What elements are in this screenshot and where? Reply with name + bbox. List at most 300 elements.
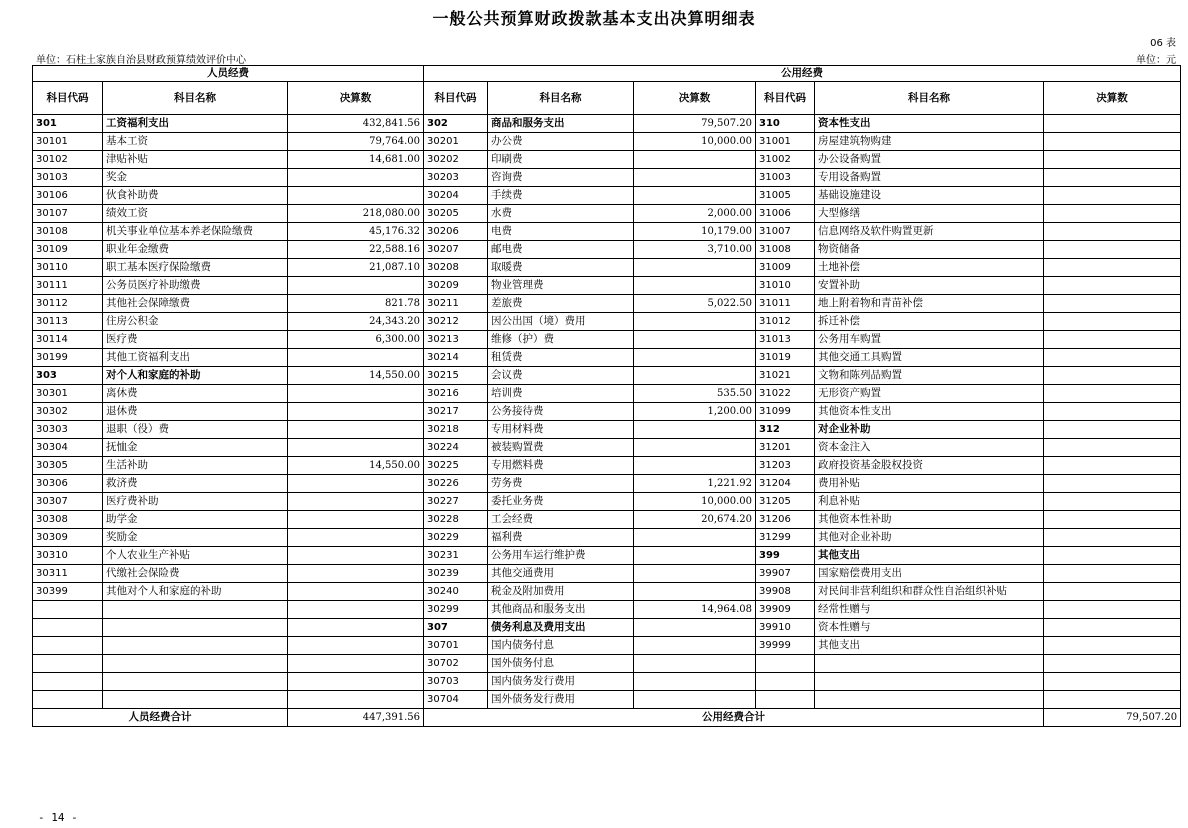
account-name-cell: 对民间非营利组织和群众性自治组织补贴 xyxy=(815,583,1044,601)
account-code-cell: 30106 xyxy=(33,187,103,205)
account-name-cell: 其他交通工具购置 xyxy=(815,349,1044,367)
account-code-cell: 31013 xyxy=(756,331,815,349)
amount-cell: 10,000.00 xyxy=(634,493,756,511)
account-code-cell: 31003 xyxy=(756,169,815,187)
account-name-cell: 福利费 xyxy=(488,529,634,547)
account-name-cell: 文物和陈列品购置 xyxy=(815,367,1044,385)
col-name-header: 科目名称 xyxy=(815,82,1044,115)
account-code-cell: 30227 xyxy=(424,493,488,511)
amount-cell xyxy=(634,637,756,655)
table-row xyxy=(33,133,1181,151)
account-code-cell: 30111 xyxy=(33,277,103,295)
account-name-cell: 大型修缮 xyxy=(815,205,1044,223)
account-code-cell: 31022 xyxy=(756,385,815,403)
account-code-cell: 39909 xyxy=(756,601,815,619)
account-name-cell xyxy=(103,655,288,673)
account-code-cell: 30301 xyxy=(33,385,103,403)
account-code-cell xyxy=(756,655,815,673)
amount-cell: 432,841.56 xyxy=(288,115,424,133)
amount-cell xyxy=(1044,205,1181,223)
account-name-cell: 其他工资福利支出 xyxy=(103,349,288,367)
amount-cell xyxy=(634,547,756,565)
account-name-cell: 公务接待费 xyxy=(488,403,634,421)
account-name-cell: 退职（役）费 xyxy=(103,421,288,439)
account-code-cell: 31008 xyxy=(756,241,815,259)
account-code-cell: 30201 xyxy=(424,133,488,151)
account-code-cell: 30702 xyxy=(424,655,488,673)
amount-cell: 14,550.00 xyxy=(288,367,424,385)
account-name-cell: 因公出国（境）费用 xyxy=(488,313,634,331)
table-row xyxy=(33,313,1181,331)
account-name-cell: 住房公积金 xyxy=(103,313,288,331)
amount-cell xyxy=(634,349,756,367)
report-title: 一般公共预算财政拨款基本支出决算明细表 xyxy=(432,9,756,28)
account-name-cell: 退休费 xyxy=(103,403,288,421)
amount-cell xyxy=(1044,223,1181,241)
account-name-cell: 公务员医疗补助缴费 xyxy=(103,277,288,295)
account-name-cell xyxy=(103,601,288,619)
amount-cell: 10,179.00 xyxy=(634,223,756,241)
account-name-cell: 其他资本性支出 xyxy=(815,403,1044,421)
amount-cell xyxy=(634,421,756,439)
account-name-cell: 咨询费 xyxy=(488,169,634,187)
account-name-cell: 工会经费 xyxy=(488,511,634,529)
account-code-cell: 30204 xyxy=(424,187,488,205)
account-name-cell: 经常性赠与 xyxy=(815,601,1044,619)
table-row xyxy=(33,619,1181,637)
account-name-cell: 公务用车运行维护费 xyxy=(488,547,634,565)
amount-cell xyxy=(288,439,424,457)
amount-cell xyxy=(288,349,424,367)
table-row xyxy=(33,439,1181,457)
account-code-cell: 30206 xyxy=(424,223,488,241)
account-name-cell: 地上附着物和青苗补偿 xyxy=(815,295,1044,313)
account-name-cell: 职业年金缴费 xyxy=(103,241,288,259)
account-code-cell: 30228 xyxy=(424,511,488,529)
account-name-cell xyxy=(815,655,1044,673)
amount-cell xyxy=(288,493,424,511)
account-code-cell: 30103 xyxy=(33,169,103,187)
account-code-cell: 31299 xyxy=(756,529,815,547)
amount-cell xyxy=(634,169,756,187)
account-name-cell: 水费 xyxy=(488,205,634,223)
amount-cell: 821.78 xyxy=(288,295,424,313)
account-name-cell: 其他对个人和家庭的补助 xyxy=(103,583,288,601)
account-name-cell: 助学金 xyxy=(103,511,288,529)
col-code-header: 科目代码 xyxy=(424,82,488,115)
amount-cell xyxy=(1044,529,1181,547)
amount-cell: 21,087.10 xyxy=(288,259,424,277)
account-name-cell: 其他支出 xyxy=(815,637,1044,655)
table-row xyxy=(33,205,1181,223)
account-name-cell xyxy=(103,637,288,655)
account-name-cell: 代缴社会保险费 xyxy=(103,565,288,583)
account-code-cell: 30299 xyxy=(424,601,488,619)
table-row xyxy=(33,583,1181,601)
table-row xyxy=(33,403,1181,421)
table-row xyxy=(33,511,1181,529)
amount-cell xyxy=(288,187,424,205)
account-code-cell: 31206 xyxy=(756,511,815,529)
account-code-cell: 30108 xyxy=(33,223,103,241)
account-name-cell: 印刷费 xyxy=(488,151,634,169)
amount-cell xyxy=(1044,295,1181,313)
account-code-cell: 30214 xyxy=(424,349,488,367)
amount-cell xyxy=(634,457,756,475)
account-name-cell: 物资储备 xyxy=(815,241,1044,259)
account-name-cell: 救济费 xyxy=(103,475,288,493)
amount-cell: 14,550.00 xyxy=(288,457,424,475)
col-code-header: 科目代码 xyxy=(756,82,815,115)
account-code-cell xyxy=(33,601,103,619)
account-code-cell: 30311 xyxy=(33,565,103,583)
account-name-cell xyxy=(103,691,288,709)
amount-cell: 2,000.00 xyxy=(634,205,756,223)
form-number: 06 表 xyxy=(1150,38,1176,49)
account-code-cell: 30212 xyxy=(424,313,488,331)
total-public-label: 公用经费合计 xyxy=(424,709,1044,727)
account-code-cell: 30213 xyxy=(424,331,488,349)
amount-cell xyxy=(1044,493,1181,511)
account-name-cell: 生活补助 xyxy=(103,457,288,475)
account-code-cell xyxy=(33,655,103,673)
amount-cell xyxy=(288,169,424,187)
account-code-cell: 399 xyxy=(756,547,815,565)
account-name-cell: 会议费 xyxy=(488,367,634,385)
account-code-cell: 30701 xyxy=(424,637,488,655)
account-name-cell: 抚恤金 xyxy=(103,439,288,457)
amount-cell xyxy=(1044,115,1181,133)
account-code-cell: 31005 xyxy=(756,187,815,205)
account-code-cell: 30205 xyxy=(424,205,488,223)
table-row xyxy=(33,241,1181,259)
account-name-cell: 劳务费 xyxy=(488,475,634,493)
table-row xyxy=(33,277,1181,295)
account-name-cell: 手续费 xyxy=(488,187,634,205)
amount-cell: 14,964.08 xyxy=(634,601,756,619)
account-code-cell: 30310 xyxy=(33,547,103,565)
account-code-cell: 30207 xyxy=(424,241,488,259)
account-name-cell: 对个人和家庭的补助 xyxy=(103,367,288,385)
table-row xyxy=(33,223,1181,241)
amount-cell: 45,176.32 xyxy=(288,223,424,241)
amount-cell xyxy=(1044,403,1181,421)
account-code-cell: 30102 xyxy=(33,151,103,169)
account-code-cell: 31010 xyxy=(756,277,815,295)
account-name-cell: 国外债务发行费用 xyxy=(488,691,634,709)
account-name-cell: 离休费 xyxy=(103,385,288,403)
amount-cell xyxy=(288,547,424,565)
total-public-value: 79,507.20 xyxy=(1044,709,1181,727)
account-name-cell: 电费 xyxy=(488,223,634,241)
account-code-cell: 31099 xyxy=(756,403,815,421)
account-code-cell: 30218 xyxy=(424,421,488,439)
section-public-header: 公用经费 xyxy=(424,66,1181,82)
account-code-cell: 31203 xyxy=(756,457,815,475)
amount-cell: 10,000.00 xyxy=(634,133,756,151)
amount-cell xyxy=(634,187,756,205)
account-code-cell: 301 xyxy=(33,115,103,133)
account-code-cell: 30203 xyxy=(424,169,488,187)
account-code-cell: 302 xyxy=(424,115,488,133)
account-name-cell: 其他商品和服务支出 xyxy=(488,601,634,619)
table-row xyxy=(33,331,1181,349)
account-code-cell: 30308 xyxy=(33,511,103,529)
table-row xyxy=(33,259,1181,277)
amount-cell: 14,681.00 xyxy=(288,151,424,169)
account-name-cell: 信息网络及软件购置更新 xyxy=(815,223,1044,241)
amount-cell xyxy=(288,421,424,439)
account-code-cell: 30306 xyxy=(33,475,103,493)
account-code-cell: 312 xyxy=(756,421,815,439)
account-name-cell: 绩效工资 xyxy=(103,205,288,223)
table-row xyxy=(33,637,1181,655)
amount-cell xyxy=(288,637,424,655)
account-code-cell: 30704 xyxy=(424,691,488,709)
col-amount-header: 决算数 xyxy=(634,82,756,115)
account-code-cell: 30307 xyxy=(33,493,103,511)
account-name-cell: 对企业补助 xyxy=(815,421,1044,439)
table-row xyxy=(33,475,1181,493)
col-name-header: 科目名称 xyxy=(103,82,288,115)
amount-cell xyxy=(1044,259,1181,277)
amount-cell: 20,674.20 xyxy=(634,511,756,529)
account-code-cell xyxy=(33,619,103,637)
amount-cell xyxy=(634,565,756,583)
account-code-cell: 30240 xyxy=(424,583,488,601)
account-name-cell: 土地补偿 xyxy=(815,259,1044,277)
account-code-cell: 30107 xyxy=(33,205,103,223)
account-name-cell: 利息补贴 xyxy=(815,493,1044,511)
account-name-cell: 物业管理费 xyxy=(488,277,634,295)
table-row xyxy=(33,421,1181,439)
account-name-cell: 公务用车购置 xyxy=(815,331,1044,349)
account-name-cell: 其他社会保障缴费 xyxy=(103,295,288,313)
account-name-cell: 税金及附加费用 xyxy=(488,583,634,601)
amount-cell xyxy=(1044,691,1181,709)
amount-cell xyxy=(1044,439,1181,457)
table-row xyxy=(33,295,1181,313)
account-name-cell xyxy=(103,673,288,691)
amount-cell xyxy=(634,313,756,331)
amount-cell: 24,343.20 xyxy=(288,313,424,331)
amount-cell: 79,764.00 xyxy=(288,133,424,151)
currency-unit: 单位：元 xyxy=(1136,55,1176,66)
table-row xyxy=(33,457,1181,475)
total-personnel-label: 人员经费合计 xyxy=(33,709,288,727)
account-code-cell: 31002 xyxy=(756,151,815,169)
amount-cell xyxy=(1044,367,1181,385)
account-name-cell: 国家赔偿费用支出 xyxy=(815,565,1044,583)
table-row xyxy=(33,187,1181,205)
amount-cell xyxy=(288,529,424,547)
account-name-cell: 办公设备购置 xyxy=(815,151,1044,169)
account-code-cell: 31204 xyxy=(756,475,815,493)
amount-cell xyxy=(288,691,424,709)
amount-cell: 3,710.00 xyxy=(634,241,756,259)
account-code-cell: 303 xyxy=(33,367,103,385)
amount-cell xyxy=(288,601,424,619)
account-code-cell: 30302 xyxy=(33,403,103,421)
amount-cell xyxy=(288,583,424,601)
account-code-cell: 307 xyxy=(424,619,488,637)
col-name-header: 科目名称 xyxy=(488,82,634,115)
amount-cell xyxy=(634,691,756,709)
account-name-cell: 医疗费补助 xyxy=(103,493,288,511)
table-row xyxy=(33,385,1181,403)
amount-cell xyxy=(634,673,756,691)
account-code-cell xyxy=(756,673,815,691)
account-name-cell: 奖励金 xyxy=(103,529,288,547)
account-code-cell: 30211 xyxy=(424,295,488,313)
amount-cell xyxy=(634,277,756,295)
amount-cell xyxy=(1044,133,1181,151)
amount-cell xyxy=(1044,421,1181,439)
amount-cell xyxy=(1044,349,1181,367)
account-name-cell: 邮电费 xyxy=(488,241,634,259)
account-code-cell: 30112 xyxy=(33,295,103,313)
account-name-cell: 其他交通费用 xyxy=(488,565,634,583)
account-name-cell xyxy=(103,619,288,637)
account-code-cell: 30304 xyxy=(33,439,103,457)
amount-cell xyxy=(1044,637,1181,655)
amount-cell xyxy=(1044,547,1181,565)
account-code-cell: 31019 xyxy=(756,349,815,367)
table-row xyxy=(33,655,1181,673)
account-code-cell xyxy=(33,637,103,655)
account-code-cell: 39910 xyxy=(756,619,815,637)
table-row xyxy=(33,493,1181,511)
account-name-cell: 国内债务发行费用 xyxy=(488,673,634,691)
account-code-cell: 39907 xyxy=(756,565,815,583)
account-code-cell: 31021 xyxy=(756,367,815,385)
amount-cell xyxy=(1044,187,1181,205)
amount-cell: 535.50 xyxy=(634,385,756,403)
amount-cell xyxy=(634,259,756,277)
amount-cell xyxy=(288,565,424,583)
amount-cell xyxy=(288,403,424,421)
account-name-cell: 房屋建筑物购建 xyxy=(815,133,1044,151)
amount-cell: 79,507.20 xyxy=(634,115,756,133)
account-name-cell: 医疗费 xyxy=(103,331,288,349)
account-name-cell: 津贴补贴 xyxy=(103,151,288,169)
amount-cell xyxy=(1044,583,1181,601)
account-name-cell: 取暖费 xyxy=(488,259,634,277)
col-amount-header: 决算数 xyxy=(288,82,424,115)
amount-cell: 1,200.00 xyxy=(634,403,756,421)
account-name-cell: 基础设施建设 xyxy=(815,187,1044,205)
account-code-cell: 30202 xyxy=(424,151,488,169)
amount-cell xyxy=(1044,241,1181,259)
table-row xyxy=(33,601,1181,619)
account-name-cell: 资本金注入 xyxy=(815,439,1044,457)
table-row xyxy=(33,151,1181,169)
table-row xyxy=(33,547,1181,565)
amount-cell: 1,221.92 xyxy=(634,475,756,493)
amount-cell xyxy=(288,277,424,295)
account-name-cell: 专用设备购置 xyxy=(815,169,1044,187)
account-code-cell xyxy=(756,691,815,709)
amount-cell xyxy=(1044,511,1181,529)
amount-cell xyxy=(634,583,756,601)
account-name-cell: 资本性赠与 xyxy=(815,619,1044,637)
account-code-cell: 31001 xyxy=(756,133,815,151)
total-personnel-value: 447,391.56 xyxy=(288,709,424,727)
amount-cell xyxy=(1044,475,1181,493)
account-code-cell: 30110 xyxy=(33,259,103,277)
amount-cell xyxy=(1044,151,1181,169)
table-row xyxy=(33,691,1181,709)
account-name-cell: 职工基本医疗保险缴费 xyxy=(103,259,288,277)
account-name-cell: 租赁费 xyxy=(488,349,634,367)
account-name-cell: 办公费 xyxy=(488,133,634,151)
account-code-cell: 30215 xyxy=(424,367,488,385)
account-name-cell: 拆迁补偿 xyxy=(815,313,1044,331)
account-name-cell: 奖金 xyxy=(103,169,288,187)
account-code-cell: 30199 xyxy=(33,349,103,367)
table-row xyxy=(33,529,1181,547)
account-name-cell: 无形资产购置 xyxy=(815,385,1044,403)
account-code-cell: 30703 xyxy=(424,673,488,691)
account-name-cell: 债务利息及费用支出 xyxy=(488,619,634,637)
account-name-cell: 委托业务费 xyxy=(488,493,634,511)
account-name-cell: 差旅费 xyxy=(488,295,634,313)
account-code-cell: 30231 xyxy=(424,547,488,565)
amount-cell xyxy=(288,475,424,493)
account-code-cell: 31009 xyxy=(756,259,815,277)
account-code-cell: 310 xyxy=(756,115,815,133)
account-code-cell: 30216 xyxy=(424,385,488,403)
account-name-cell: 维修（护）费 xyxy=(488,331,634,349)
account-code-cell: 30229 xyxy=(424,529,488,547)
account-code-cell: 30217 xyxy=(424,403,488,421)
amount-cell xyxy=(1044,313,1181,331)
account-code-cell: 31205 xyxy=(756,493,815,511)
account-name-cell: 其他对企业补助 xyxy=(815,529,1044,547)
table-row xyxy=(33,169,1181,187)
account-code-cell: 30101 xyxy=(33,133,103,151)
account-code-cell: 30208 xyxy=(424,259,488,277)
amount-cell: 6,300.00 xyxy=(288,331,424,349)
amount-cell xyxy=(634,331,756,349)
account-name-cell: 其他支出 xyxy=(815,547,1044,565)
amount-cell xyxy=(634,439,756,457)
table-row xyxy=(33,565,1181,583)
col-amount-header: 决算数 xyxy=(1044,82,1181,115)
account-name-cell: 资本性支出 xyxy=(815,115,1044,133)
amount-cell xyxy=(1044,601,1181,619)
account-code-cell: 30303 xyxy=(33,421,103,439)
account-code-cell xyxy=(33,691,103,709)
amount-cell: 218,080.00 xyxy=(288,205,424,223)
amount-cell xyxy=(1044,277,1181,295)
table-row xyxy=(33,349,1181,367)
amount-cell xyxy=(1044,457,1181,475)
account-code-cell: 30399 xyxy=(33,583,103,601)
account-name-cell: 伙食补助费 xyxy=(103,187,288,205)
account-code-cell: 30226 xyxy=(424,475,488,493)
account-code-cell: 30209 xyxy=(424,277,488,295)
account-code-cell: 31012 xyxy=(756,313,815,331)
amount-cell xyxy=(1044,565,1181,583)
amount-cell xyxy=(1044,331,1181,349)
table-body xyxy=(33,115,1181,709)
page-number: - 14 - xyxy=(38,811,78,824)
account-name-cell: 国外债务付息 xyxy=(488,655,634,673)
amount-cell xyxy=(288,511,424,529)
amount-cell xyxy=(1044,655,1181,673)
amount-cell xyxy=(288,385,424,403)
